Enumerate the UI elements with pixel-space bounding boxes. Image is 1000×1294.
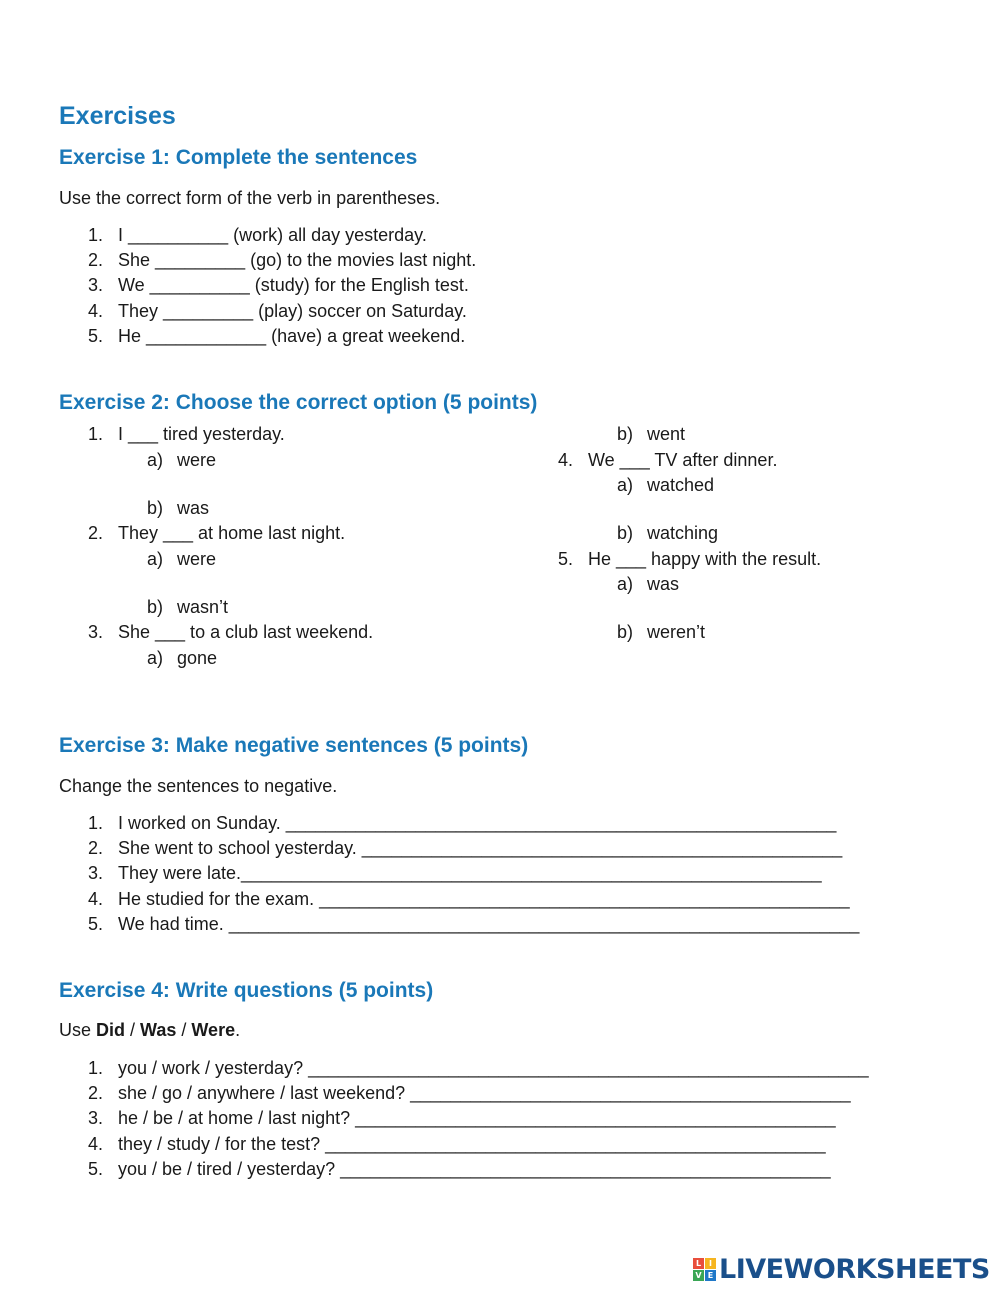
exercise-3-instruction: Change the sentences to negative. — [59, 776, 338, 796]
logo-tile: L — [693, 1258, 704, 1269]
list-item: 3. We __________ (study) for the English test. — [88, 275, 469, 295]
list-item[interactable]: 5. We had time. _______________________________________________________________ — [88, 914, 860, 934]
list-item[interactable]: 3. They were late.__________________________________________________________ — [88, 863, 822, 883]
page-title: Exercises — [59, 102, 176, 130]
list-item[interactable]: 3. he / be / at home / last night? ________________________________________________ — [88, 1108, 836, 1128]
exercise-4-instruction: Use Did / Was / Were. — [59, 1020, 241, 1040]
question-4-option-b[interactable]: b) watching — [617, 523, 719, 543]
list-item[interactable]: 2. She went to school yesterday. ________________________________________________ — [88, 838, 843, 858]
list-item: 1. I __________ (work) all day yesterday. — [88, 225, 427, 245]
question-1: 1. I ___ tired yesterday. — [88, 424, 285, 444]
question-2: 2. They ___ at home last night. — [88, 523, 346, 543]
logo-icon — [693, 1258, 716, 1281]
exercise-1-instruction: Use the correct form of the verb in parentheses. — [59, 188, 441, 208]
list-item[interactable]: 5. you / be / tired / yesterday? _________________________________________________ — [88, 1159, 831, 1179]
question-3-option-a[interactable]: a) gone — [147, 648, 218, 668]
logo-tile: I — [705, 1258, 716, 1269]
question-5: 5. He ___ happy with the result. — [558, 549, 822, 569]
exercise-2-heading: Exercise 2: Choose the correct option (5 points) — [59, 391, 538, 414]
list-item[interactable]: 2. she / go / anywhere / last weekend? ____________________________________________ — [88, 1083, 851, 1103]
list-item[interactable]: 1. I worked on Sunday. _______________________________________________________ — [88, 813, 837, 833]
list-item: 5. He ____________ (have) a great weekend. — [88, 326, 466, 346]
question-2-option-b[interactable]: b) wasn’t — [147, 597, 229, 617]
list-item: 2. She _________ (go) to the movies last night. — [88, 250, 477, 270]
question-5-option-a[interactable]: a) was — [617, 574, 680, 594]
list-item[interactable]: 4. He studied for the exam. _____________________________________________________ — [88, 889, 850, 909]
logo-text: LIVEWORKSHEETS — [719, 1254, 990, 1285]
question-1-option-a[interactable]: a) were — [147, 450, 217, 470]
exercise-4-heading: Exercise 4: Write questions (5 points) — [59, 979, 434, 1002]
logo-tile: E — [705, 1270, 716, 1281]
question-2-option-a[interactable]: a) were — [147, 549, 217, 569]
list-item[interactable]: 1. you / work / yesterday? ________________________________________________________ — [88, 1058, 869, 1078]
question-3: 3. She ___ to a club last weekend. — [88, 622, 374, 642]
question-1-option-b[interactable]: b) was — [147, 498, 210, 518]
question-5-option-b[interactable]: b) weren’t — [617, 622, 706, 642]
logo-tile: V — [693, 1270, 704, 1281]
question-3-option-b[interactable]: b) went — [617, 424, 686, 444]
list-item: 4. They _________ (play) soccer on Saturday. — [88, 301, 467, 321]
list-item[interactable]: 4. they / study / for the test? __________________________________________________ — [88, 1134, 826, 1154]
exercise-1-heading: Exercise 1: Complete the sentences — [59, 146, 418, 169]
liveworksheets-logo — [693, 1254, 990, 1285]
question-4-option-a[interactable]: a) watched — [617, 475, 715, 495]
question-4: 4. We ___ TV after dinner. — [558, 450, 778, 470]
exercise-3-heading: Exercise 3: Make negative sentences (5 points) — [59, 734, 529, 757]
